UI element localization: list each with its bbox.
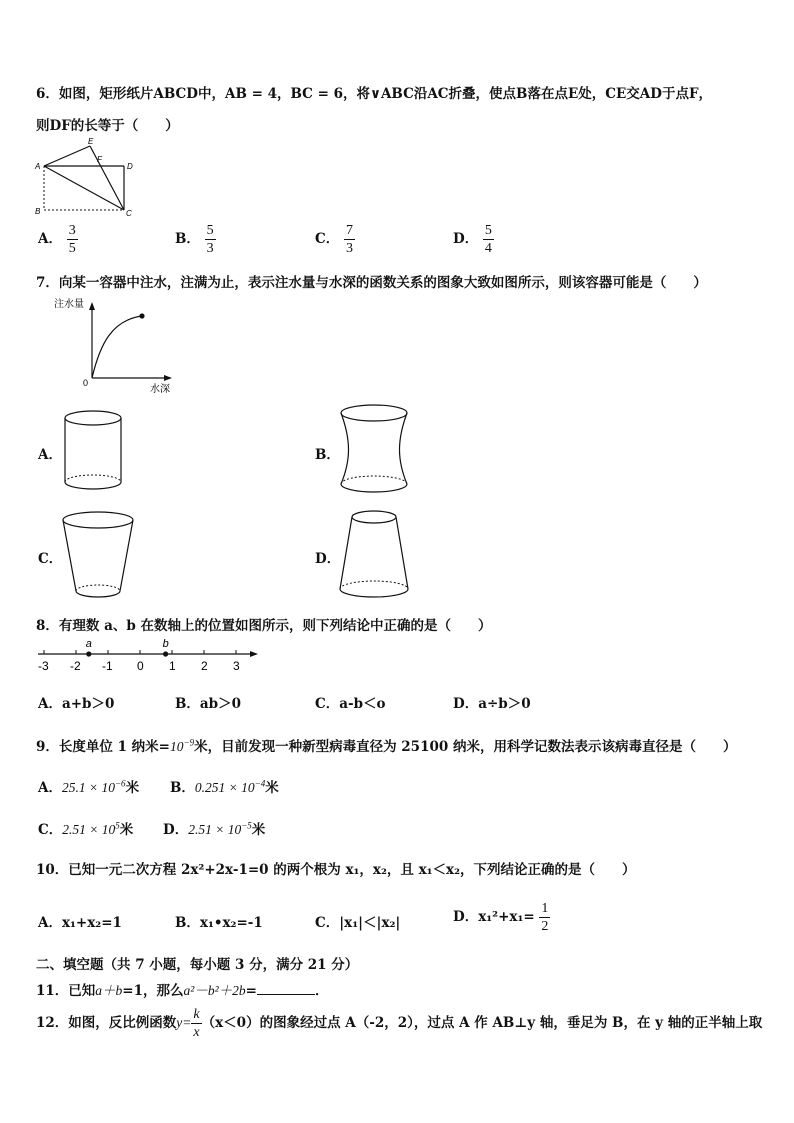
q8-tick-label: 0 bbox=[137, 659, 144, 673]
q7-x-arrow bbox=[164, 375, 172, 381]
q8-point-b bbox=[163, 651, 168, 656]
q8-option-b[interactable]: B．ab＞0 bbox=[175, 696, 241, 712]
q7-option-a-label: A． bbox=[38, 447, 62, 463]
q7-container-c[interactable] bbox=[58, 507, 138, 603]
q9-stem: 9．长度单位 1 纳米$=10^{-9}$米，目前发现一种新型病毒直径为 25100 纳米，用科学记数法表示该病毒直径是（ ） bbox=[36, 737, 737, 755]
q7-container-b[interactable] bbox=[334, 400, 414, 498]
q7-container-a[interactable] bbox=[60, 404, 126, 496]
q6-stem-line2: 则DF的长等于（ ） bbox=[36, 118, 179, 134]
q10-stem: 10．已知一元二次方程 2x²+2x-1=0 的两个根为 x₁，x₂，且 x₁＜x₂，下列结论正确的是（ ） bbox=[36, 862, 636, 878]
q8-tick-label: -2 bbox=[70, 659, 81, 673]
q7-origin: 0 bbox=[83, 378, 89, 388]
q7-end-point bbox=[139, 313, 144, 318]
q8-point-a bbox=[86, 651, 91, 656]
q9-option-a[interactable]: A．$25.1 \times 10^{-6}$米 bbox=[38, 778, 140, 796]
q11-answer-blank[interactable] bbox=[257, 982, 315, 995]
q10-option-c[interactable]: C．|x₁|＜|x₂| bbox=[315, 915, 401, 931]
q7-curve bbox=[92, 316, 142, 378]
q6-option-d-label: D． bbox=[453, 231, 479, 247]
q6-seg-AE bbox=[44, 146, 90, 166]
q9-option-d[interactable]: D．$2.51 \times 10^{-5}$米 bbox=[163, 820, 266, 838]
q9-option-c[interactable]: C．$2.51 \times 10^5$米 bbox=[38, 820, 134, 838]
q6-stem-line1: 6．如图，矩形纸片ABCD中，AB = 4，BC = 6，将∨ABC沿AC折叠，使点B落在点E处，CE交AD于点F， bbox=[36, 86, 713, 102]
q7-container-d[interactable] bbox=[334, 505, 414, 603]
q8-option-c[interactable]: C．a-b＜o bbox=[315, 696, 386, 712]
q8-point-b-label: b bbox=[162, 638, 169, 650]
q12-stem: 12．如图，反比例函数y= $\frac{k}{x}$ （x＜0）的图象经过点 A（-2，2），过点 A 作 AB⊥y 轴，垂足为 B，在 y 轴的正半轴上取 bbox=[36, 1007, 763, 1040]
q7-option-a[interactable] bbox=[38, 443, 62, 463]
q8-stem: 8．有理数 a、b 在数轴上的位置如图所示，则下列结论中正确的是（ ） bbox=[36, 618, 492, 634]
q6-label-B: B bbox=[35, 207, 41, 216]
q9-option-b[interactable]: B．$0.251 \times 10^{-4}$米 bbox=[170, 778, 279, 796]
q8-axis-arrow bbox=[250, 651, 258, 657]
q10-option-b[interactable]: B．x₁•x₂=-1 bbox=[175, 915, 263, 931]
q7-graph bbox=[52, 294, 182, 398]
q7-option-b-label: B． bbox=[315, 447, 340, 463]
q11-stem: 11．已知a＋b=1，那么a²－b²＋2b= ． bbox=[36, 983, 329, 999]
q6-option-a-frac: $\frac{3}{5}$ bbox=[68, 223, 76, 256]
q8-tick-label: -1 bbox=[102, 659, 113, 673]
q8-point-a-label: a bbox=[85, 638, 92, 650]
q10-option-d-text: D．x₁²+x₁= bbox=[453, 909, 535, 925]
q10-option-d[interactable] bbox=[453, 900, 550, 935]
q6-label-F: F bbox=[97, 155, 102, 164]
q6-option-a-label: A． bbox=[38, 231, 62, 247]
q10-option-a[interactable]: A．x₁+x₂=1 bbox=[38, 915, 122, 931]
q7-y-arrow bbox=[89, 302, 95, 310]
q6-label-D: D bbox=[127, 162, 133, 171]
q7-option-c-label: C． bbox=[38, 551, 63, 567]
q8-option-d[interactable]: D．a÷b＞0 bbox=[453, 696, 531, 712]
q7-option-d-label: D． bbox=[315, 551, 341, 567]
q12-kx-frac: $\frac{k}{x}$ bbox=[193, 1007, 200, 1040]
q8-tick-label: 1 bbox=[169, 659, 176, 673]
q6-label-E: E bbox=[88, 137, 94, 146]
q6-option-a[interactable] bbox=[38, 222, 78, 257]
q6-option-d-frac: $\frac{5}{4}$ bbox=[484, 223, 492, 256]
q6-option-c[interactable] bbox=[315, 222, 355, 257]
q7-ylabel: 注水量 bbox=[54, 299, 84, 310]
q6-figure bbox=[34, 136, 146, 220]
q6-option-d[interactable] bbox=[453, 222, 494, 257]
section-fill-in-title: 二、填空题（共 7 小题，每小题 3 分，满分 21 分） bbox=[36, 957, 359, 973]
q7-stem: 7．向某一容器中注水，注满为止，表示注水量与水深的函数关系的图象大致如图所示，则该容器可能是（ ） bbox=[36, 275, 707, 291]
q6-option-c-frac: $\frac{7}{3}$ bbox=[345, 223, 353, 256]
q8-tick-label: -3 bbox=[38, 659, 49, 673]
q8-tick-label: 3 bbox=[233, 659, 240, 673]
q6-option-b[interactable] bbox=[175, 222, 216, 257]
q10-option-d-frac: $\frac{1}{2}$ bbox=[541, 901, 549, 934]
q8-tick-label: 2 bbox=[201, 659, 208, 673]
q6-label-A: A bbox=[35, 162, 41, 171]
q6-option-b-label: B． bbox=[175, 231, 200, 247]
q6-option-b-frac: $\frac{5}{3}$ bbox=[206, 223, 214, 256]
q8-option-a[interactable]: A．a+b＞0 bbox=[38, 696, 115, 712]
q8-number-line bbox=[34, 636, 260, 680]
q6-label-C: C bbox=[126, 209, 132, 218]
q7-xlabel: 水深 bbox=[150, 384, 170, 395]
q6-option-c-label: C． bbox=[315, 231, 340, 247]
